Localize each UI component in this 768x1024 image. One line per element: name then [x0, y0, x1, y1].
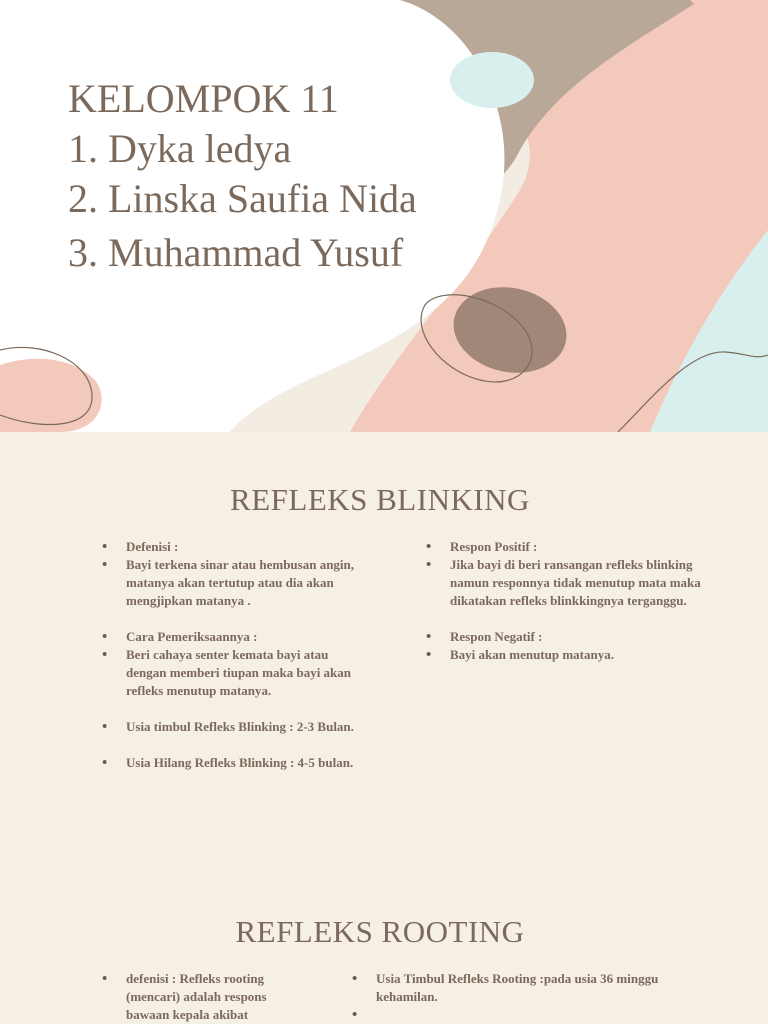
list-item: • Usia Hilang Refleks Blinking : 4-5 bulan.	[100, 754, 360, 772]
group-title: KELOMPOK 11	[68, 76, 339, 121]
list-item: • Respon Negatif :	[424, 628, 714, 646]
blinking-slide	[0, 440, 768, 1024]
member-1: 1. Dyka ledya	[68, 126, 292, 171]
list-item: • Bayi terkena sinar atau hembusan angin, matanya akan tertutup atau dia akan mengjipkan matanya .	[100, 556, 360, 610]
list-item: • Usia Timbul Refleks Rooting :pada usia 36 minggu kehamilan.	[350, 970, 720, 1006]
list-item: • Jika bayi di beri ransangan refleks blinking namun responnya tidak menutup mata maka dikatakan refleks blinkkingnya terganggu.	[424, 556, 714, 610]
member-2: 2. Linska Saufia Nida	[68, 176, 417, 221]
list-item: • Defenisi :	[100, 538, 360, 556]
title-block	[68, 74, 417, 278]
list-item: • Cara Pemeriksaannya :	[100, 628, 360, 646]
title-slide	[0, 0, 768, 432]
blinking-left-list	[100, 538, 360, 772]
blinking-right-list	[424, 538, 714, 664]
rooting-right-list	[350, 970, 720, 1006]
list-item: • Usia timbul Refleks Blinking : 2-3 Bulan.	[100, 718, 360, 736]
list-item: • defenisi : Refleks rooting (mencari) adalah respons bawaan kepala akibat	[100, 970, 310, 1024]
section-title-rooting: REFLEKS ROOTING	[235, 914, 525, 949]
section-title-blinking: REFLEKS BLINKING	[230, 482, 530, 517]
rooting-left-list	[100, 970, 310, 1024]
list-item: • Respon Positif :	[424, 538, 714, 556]
list-item: • Bayi akan menutup matanya.	[424, 646, 714, 664]
list-item: • Beri cahaya senter kemata bayi atau dengan memberi tiupan maka bayi akan refleks menutup matanya.	[100, 646, 360, 700]
member-3: 3. Muhammad Yusuf	[68, 230, 404, 275]
